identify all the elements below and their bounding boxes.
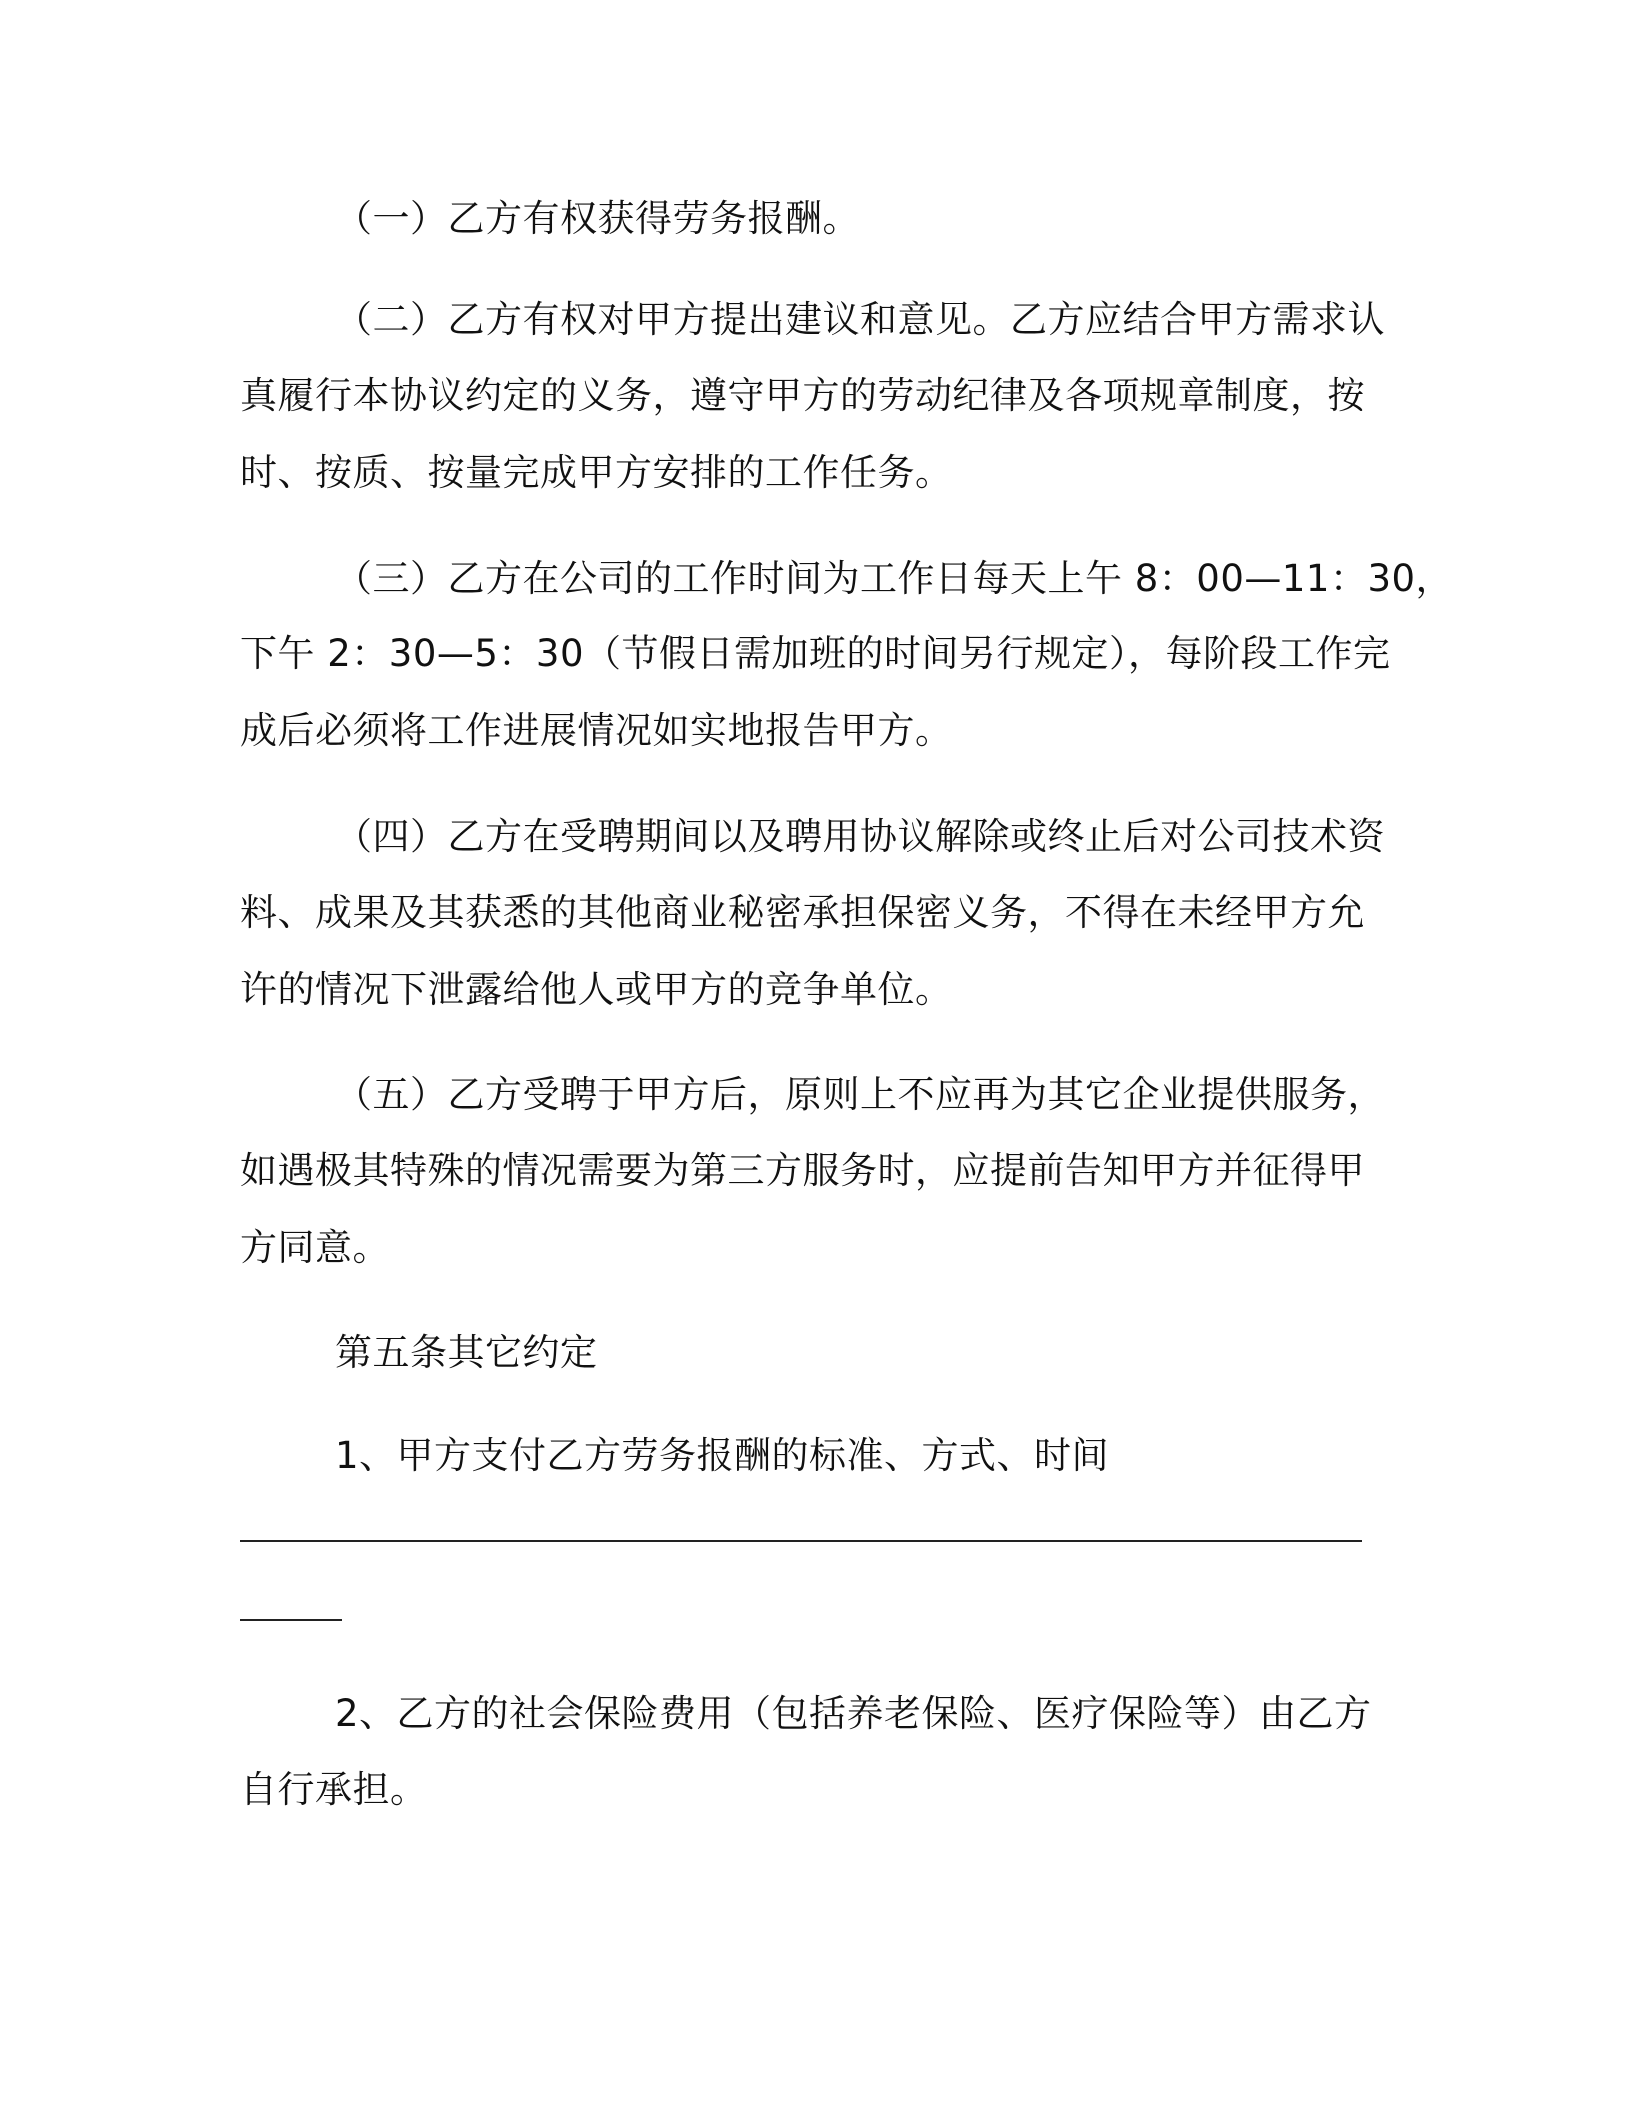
paragraph-1-line-1: （一）乙方有权获得劳务报酬。 bbox=[335, 197, 860, 240]
paragraph-5-line-3: 方同意。 bbox=[240, 1226, 390, 1269]
item-1-line-1: 1、甲方支付乙方劳务报酬的标准、方式、时间 bbox=[335, 1434, 1110, 1477]
item-2-line-2: 自行承担。 bbox=[240, 1768, 428, 1811]
item-2-line-1: 2、乙方的社会保险费用（包括养老保险、医疗保险等）由乙方 bbox=[335, 1692, 1372, 1735]
paragraph-3-line-3: 成后必须将工作进展情况如实地报告甲方。 bbox=[240, 709, 953, 752]
fill-in-blank-line-1 bbox=[240, 1540, 1362, 1542]
article-heading: 第五条其它约定 bbox=[335, 1331, 598, 1374]
paragraph-5-line-2: 如遇极其特殊的情况需要为第三方服务时，应提前告知甲方并征得甲 bbox=[240, 1149, 1365, 1192]
paragraph-3-line-1: （三）乙方在公司的工作时间为工作日每天上午 8：00—11：30， bbox=[335, 557, 1454, 600]
paragraph-2-line-1: （二）乙方有权对甲方提出建议和意见。乙方应结合甲方需求认 bbox=[335, 298, 1385, 341]
paragraph-3-line-2: 下午 2：30—5：30（节假日需加班的时间另行规定），每阶段工作完 bbox=[240, 632, 1391, 675]
paragraph-2-line-3: 时、按质、按量完成甲方安排的工作任务。 bbox=[240, 451, 953, 494]
paragraph-4-line-2: 料、成果及其获悉的其他商业秘密承担保密义务，不得在未经甲方允 bbox=[240, 891, 1365, 934]
paragraph-5-line-1: （五）乙方受聘于甲方后，原则上不应再为其它企业提供服务， bbox=[335, 1073, 1385, 1116]
paragraph-2-line-2: 真履行本协议约定的义务，遵守甲方的劳动纪律及各项规章制度，按 bbox=[240, 374, 1365, 417]
paragraph-4-line-1: （四）乙方在受聘期间以及聘用协议解除或终止后对公司技术资 bbox=[335, 815, 1385, 858]
fill-in-blank-line-2 bbox=[240, 1619, 342, 1621]
paragraph-4-line-3: 许的情况下泄露给他人或甲方的竞争单位。 bbox=[240, 968, 953, 1011]
